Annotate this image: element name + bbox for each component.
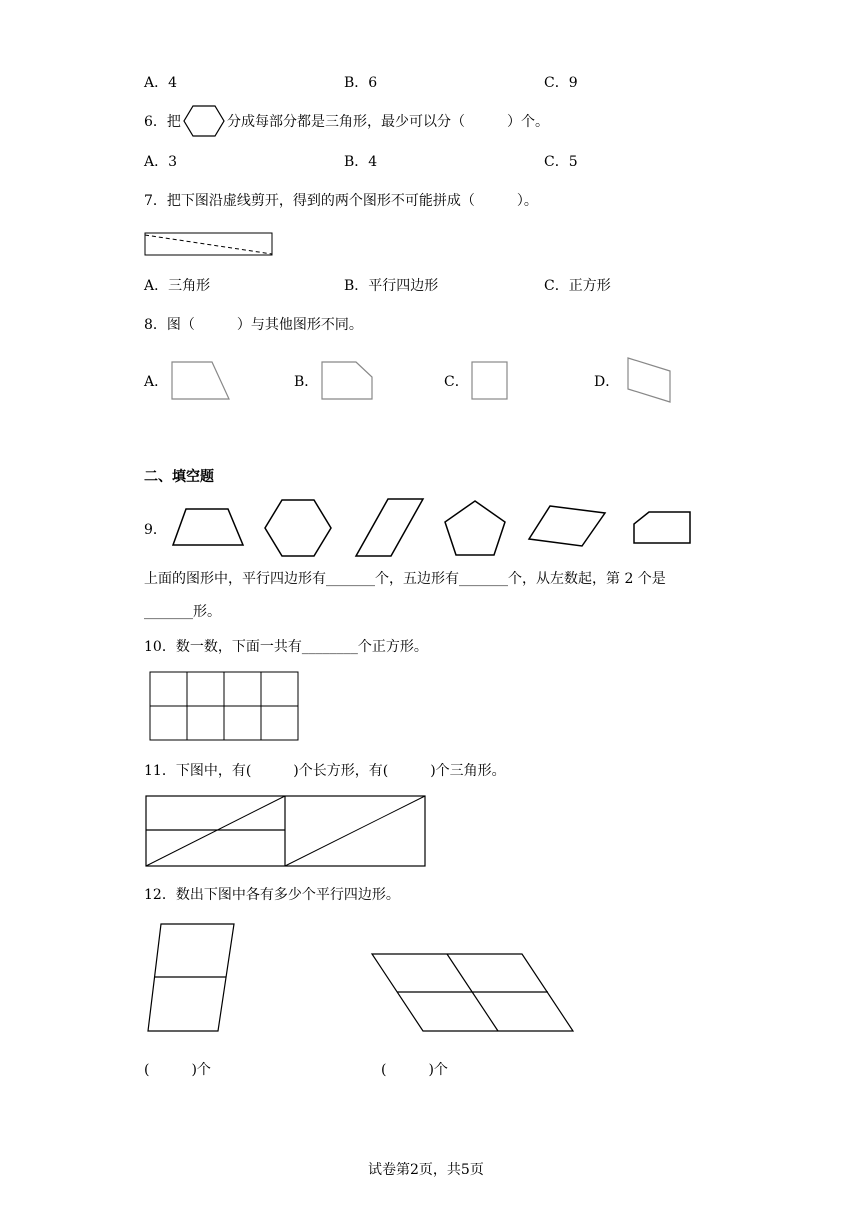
q9-irregular-pentagon: [634, 512, 690, 543]
q5-option-b: B．6: [344, 75, 378, 91]
q8-question-text: 8．图（ ）与其他图形不同。: [144, 317, 363, 333]
q12-answer-right: ( )个: [381, 1062, 448, 1078]
q8-option-b: B．: [294, 374, 319, 390]
q7-question-text: 7．把下图沿虚线剪开，得到的两个图形不可能拼成（ ）。: [144, 193, 538, 209]
q6-option-a: A．3: [144, 154, 178, 170]
q6-question-text: 分成每部分都是三角形，最少可以分（ ）个。: [227, 114, 549, 130]
q6-number: 6．把: [144, 114, 181, 130]
q11-rectangles-figure: [144, 794, 428, 868]
q7-option-c: C．正方形: [544, 278, 611, 294]
q8-parallelogram-figure: [624, 355, 674, 405]
q9-hexagon: [265, 500, 331, 556]
q8-option-a: A．: [144, 374, 169, 390]
q6-option-c: C．5: [544, 154, 578, 170]
q12-horizontal-parallelograms-figure: [369, 951, 579, 1037]
q9-question-line1: 上面的图形中，平行四边形有_______个，五边形有_______个，从左数起，第 2 个是: [144, 571, 666, 587]
q11-question-text: 11．下图中，有( )个长方形，有( )个三角形。: [144, 763, 506, 779]
q6-option-b: B．4: [344, 154, 378, 170]
q8-pentagon-figure: [318, 360, 376, 402]
q9-shapes-row: [168, 493, 728, 563]
q12-vertical-parallelograms-figure: [144, 921, 240, 1037]
q8-option-d: D．: [594, 374, 620, 390]
q7-option-a: A．三角形: [144, 278, 211, 294]
q9-trapezoid: [173, 509, 243, 545]
q8-option-c: C．: [444, 374, 469, 390]
q10-grid-figure: [149, 671, 301, 743]
section-title-fill-in: 二、填空题: [144, 469, 214, 485]
q5-option-c: C．9: [544, 75, 578, 91]
q5-option-a: A．4: [144, 75, 178, 91]
q9-rhombus: [529, 506, 605, 546]
q8-square-figure: [469, 360, 509, 402]
q7-option-b: B．平行四边形: [344, 278, 439, 294]
q12-answer-left: ( )个: [144, 1062, 211, 1078]
page-footer: 试卷第2页，共5页: [368, 1162, 484, 1178]
q9-pentagon: [445, 501, 505, 555]
q9-question-line2: _______形。: [144, 604, 221, 620]
q9-number: 9．: [144, 522, 167, 538]
q12-question-text: 12．数出下图中各有多少个平行四边形。: [144, 887, 400, 903]
q7-rectangle-dashed-figure: [143, 231, 275, 259]
q6-hexagon-figure: [182, 104, 226, 138]
q8-trapezoid-figure: [168, 360, 232, 402]
q9-parallelogram-tall: [356, 499, 423, 556]
q10-question-text: 10．数一数，下面一共有________个正方形。: [144, 639, 428, 655]
